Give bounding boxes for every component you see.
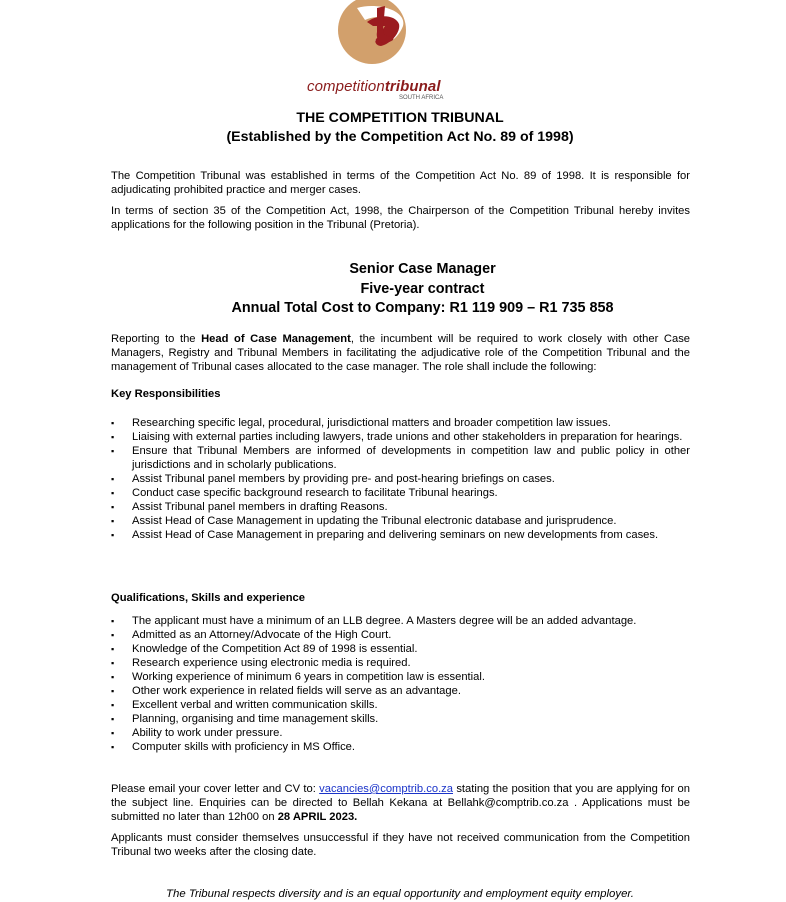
intro-paragraph-1: The Competition Tribunal was established in terms of the Competition Act No. 89 of 1998. It is responsible for adjudicating prohibited practice and merger cases. <box>111 170 690 196</box>
list-item: ▪ Knowledge of the Competition Act 89 of 1998 is essential. <box>111 642 701 656</box>
deadline-date: 28 APRIL 2023. <box>277 811 358 823</box>
vacancies-email-link[interactable]: vacancies@comptrib.co.za <box>319 783 453 795</box>
qualifications-heading: Qualifications, Skills and experience <box>111 592 305 604</box>
list-item: ▪ Computer skills with proficiency in MS Office. <box>111 740 701 754</box>
position-title: Senior Case Manager <box>349 261 496 277</box>
list-item: ▪ Ability to work under pressure. <box>111 726 701 740</box>
reporting-paragraph: Reporting to the Head of Case Management, the incumbent will be required to work closely with other Case Managers, Registry and Tribunal Members in facilitating the adjudicative role of the Competition Tribunal and the management of Tribunal cases allocated to the case manager. The role shall include the following: <box>111 333 691 373</box>
tribunal-logo-wordmark: competitiontribunal <box>307 78 441 95</box>
list-item: ▪ Research experience using electronic media is required. <box>111 656 701 670</box>
list-item: ▪ Assist Tribunal panel members in drafting Reasons. <box>111 500 690 514</box>
logo-subtitle: SOUTH AFRICA <box>399 95 444 101</box>
position-salary: Annual Total Cost to Company: R1 119 909 – R1 735 858 <box>231 300 614 316</box>
application-paragraph: Please email your cover letter and CV to: vacancies@comptrib.co.za stating the position that you are applying for on the subject line. Enquiries can be directed to Bellah Kekana at Bellahk@comptrib.co.za . Applications must be submitted no later than 12h00 on 28 APRIL 2023. <box>111 783 690 823</box>
list-item: ▪ Planning, organising and time management skills. <box>111 712 701 726</box>
list-item: ▪ Working experience of minimum 6 years in competition law is essential. <box>111 670 701 684</box>
position-contract: Five-year contract <box>360 281 485 297</box>
unsuccessful-notice: Applicants must consider themselves unsuccessful if they have not received communication from the Competition Tribunal two weeks after the closing date. <box>111 832 690 858</box>
tribunal-logo-emblem <box>337 0 407 70</box>
list-item: ▪ Assist Tribunal panel members by providing pre- and post-hearing briefings on cases. <box>111 472 690 486</box>
equal-opportunity-footer: The Tribunal respects diversity and is an equal opportunity and employment equity employer. <box>166 888 634 900</box>
responsibilities-list <box>111 416 690 542</box>
qualifications-list <box>111 614 701 754</box>
document-subtitle: (Established by the Competition Act No. 89 of 1998) <box>226 129 574 145</box>
list-item: ▪ Other work experience in related fields will serve as an advantage. <box>111 684 701 698</box>
list-item: ▪ Ensure that Tribunal Members are informed of developments in competition law and public policy in other jurisdictions and in scholarly publications. <box>111 444 690 472</box>
list-item: ▪ Admitted as an Attorney/Advocate of the High Court. <box>111 628 701 642</box>
intro-paragraph-2: In terms of section 35 of the Competition Act, 1998, the Chairperson of the Competition Tribunal hereby invites applications for the following position in the Tribunal (Pretoria). <box>111 205 690 231</box>
responsibilities-heading: Key Responsibilities <box>111 388 221 400</box>
list-item: ▪ Researching specific legal, procedural, jurisdictional matters and broader competition law issues. <box>111 416 690 430</box>
list-item: ▪ Assist Head of Case Management in preparing and delivering seminars on new developments from cases. <box>111 528 690 542</box>
list-item: ▪ The applicant must have a minimum of an LLB degree. A Masters degree will be an added advantage. <box>111 614 701 628</box>
list-item: ▪ Excellent verbal and written communication skills. <box>111 698 701 712</box>
list-item: ▪ Conduct case specific background research to facilitate Tribunal hearings. <box>111 486 690 500</box>
list-item: ▪ Assist Head of Case Management in updating the Tribunal electronic database and jurisprudence. <box>111 514 690 528</box>
list-item: ▪ Liaising with external parties including lawyers, trade unions and other stakeholders in preparation for hearings. <box>111 430 690 444</box>
document-title: THE COMPETITION TRIBUNAL <box>296 110 504 126</box>
